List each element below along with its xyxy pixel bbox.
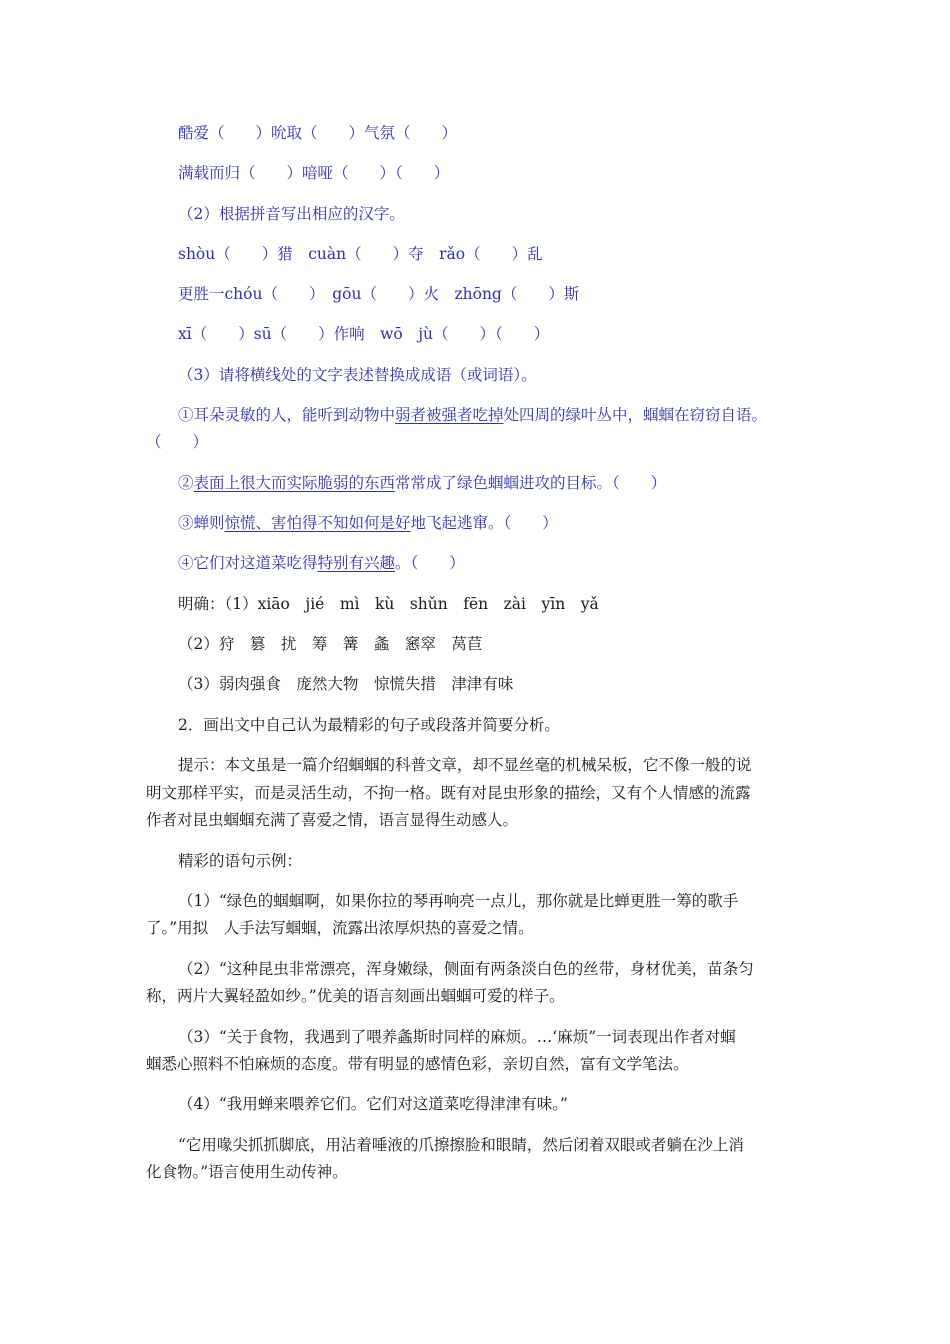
tip-line-1: 提示：本文虽是一篇介绍蝈蝈的科普文章，却不显丝毫的机械呆板，它不像一般的说 — [178, 756, 752, 774]
examples-title: 精彩的语句示例： — [178, 852, 303, 870]
answer-3: （3）弱肉强食 庞然大物 惊慌失措 津津有味 — [178, 675, 514, 693]
example-2-line-1: （2）“这种昆虫非常漂亮，浑身嫩绿，侧面有两条淡白色的丝带，身材优美，苗条匀 — [178, 960, 754, 978]
sentence-4-underlined: 特别有兴趣 — [317, 554, 396, 572]
example-3-line-1: （3）“关于食物，我遇到了喂养螽斯时同样的麻烦。…‘麻烦”一词表现出作者对蝈 — [178, 1028, 736, 1046]
question-2-heading: 2．画出文中自己认为最精彩的句子或段落并简要分析。 — [178, 716, 560, 734]
pinyin-row-3: xī（ ）sū（ ）作响 wō jù（ ）（ ） — [178, 325, 550, 343]
word-row-a: 酷爱（ ）吮取（ ）气氛（ ） — [178, 124, 458, 142]
example-4: （4）“我用蝉来喂养它们。它们对这道菜吃得津津有味。” — [178, 1095, 568, 1113]
question-3-title: （3）请将横线处的文字表述替换成成语（或词语）。 — [178, 366, 537, 384]
sentence-1-underlined: 弱者被强者吃掉 — [395, 406, 504, 424]
sentence-3-post: 地飞起逃窜。（ ） — [410, 514, 558, 532]
sentence-2-underlined: 表面上很大而实际脆弱的东西 — [193, 474, 396, 492]
example-1-line-2: 了。”用拟 人手法写蝈蝈，流露出浓厚炽热的喜爱之情。 — [146, 919, 534, 937]
sentence-3 — [178, 513, 558, 533]
sentence-1-post: 处四周的绿叶丛中，蝈蝈在窃窃自语。 — [503, 406, 768, 424]
sentence-2 — [178, 473, 666, 493]
sentence-4-post: 。（ ） — [395, 554, 465, 572]
word-row-b: 满载而归（ ）喑哑（ ）（ ） — [178, 164, 450, 182]
question-2-title: （2）根据拼音写出相应的汉字。 — [178, 205, 405, 223]
answer-2: （2）狩 篡 扰 筹 篝 螽 窸窣 莴苣 — [178, 635, 483, 653]
example-5-line-2: 化食物。”语言使用生动传神。 — [146, 1163, 348, 1181]
example-3-line-2: 蝈悉心照料不怕麻烦的态度。带有明显的感情色彩，亲切自然，富有文学笔法。 — [146, 1055, 689, 1073]
example-5-line-1: “它用喙尖抓抓脚底，用沾着唾液的爪擦擦脸和眼睛，然后闭着双眼或者躺在沙上消 — [178, 1136, 744, 1154]
answer-1: 明确：（1）xiāo jié mì kù shǔn fēn zài yīn yǎ — [178, 595, 599, 613]
pinyin-row-1: shòu（ ）猎 cuàn（ ）夺 rǎo（ ）乱 — [178, 245, 543, 263]
sentence-1-pre: ①耳朵灵敏的人，能听到动物中 — [178, 406, 396, 424]
sentence-3-underlined: 惊慌、害怕得不知如何是好 — [224, 514, 411, 532]
sentence-4-pre: ④它们对这道菜吃得 — [178, 554, 318, 572]
sentence-3-pre: ③蝉则 — [178, 514, 225, 532]
tip-line-2: 明文那样平实，而是灵活生动，不拘一格。既有对昆虫形象的描绘，又有个人情感的流露 — [146, 784, 751, 802]
example-2-line-2: 称，两片大翼轻盈如纱。”优美的语言刻画出蝈蝈可爱的样子。 — [146, 987, 565, 1005]
sentence-1-continuation: （ ） — [146, 433, 209, 451]
sentence-1 — [178, 405, 767, 425]
example-1-line-1: （1）“绿色的蝈蝈啊，如果你拉的琴再响亮一点儿，那你就是比蝉更胜一筹的歌手 — [178, 892, 739, 910]
tip-line-3: 作者对昆虫蝈蝈充满了喜爱之情，语言显得生动感人。 — [146, 811, 519, 829]
sentence-2-post: 常常成了绿色蝈蝈进攻的目标。（ ） — [395, 474, 667, 492]
sentence-4 — [178, 553, 465, 573]
sentence-2-pre: ② — [178, 474, 194, 492]
pinyin-row-2: 更胜一chóu（ ） gōu（ ）火 zhōng（ ）斯 — [178, 285, 580, 303]
